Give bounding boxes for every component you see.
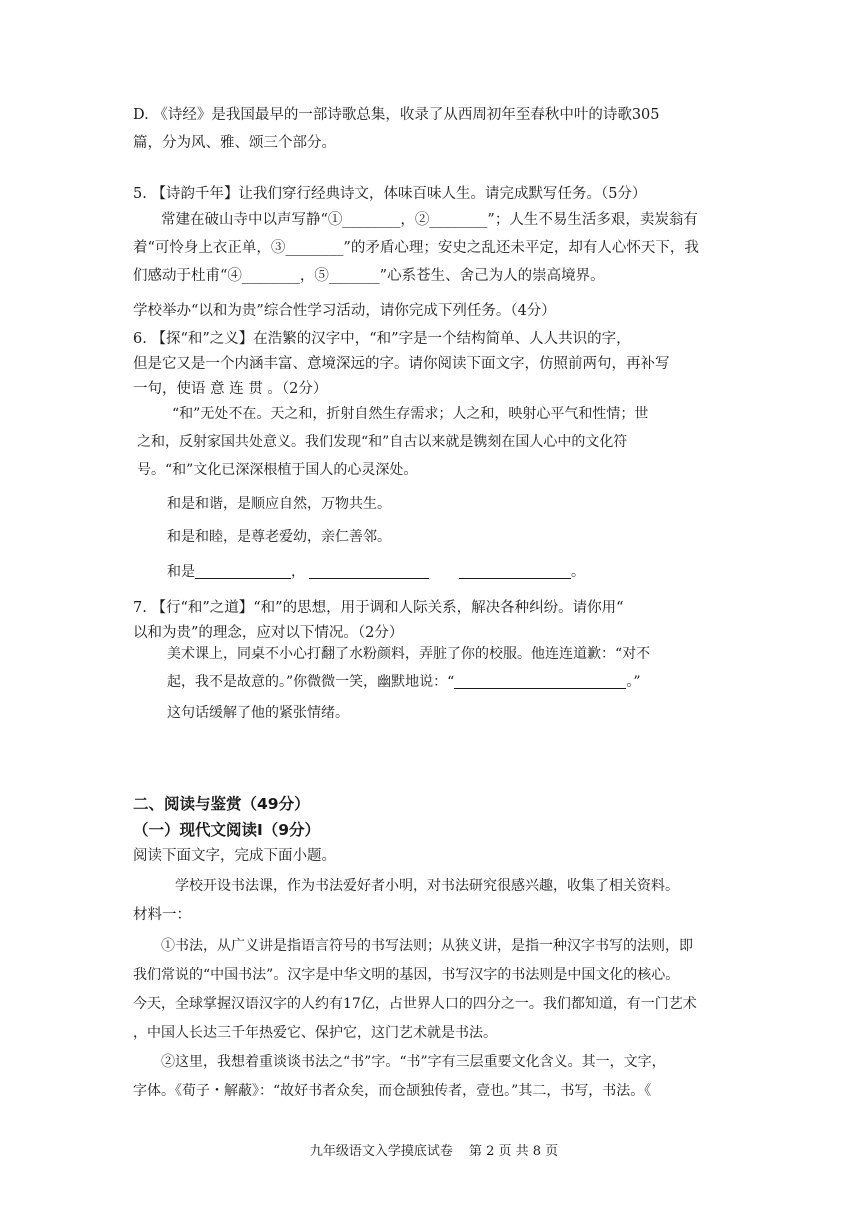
fill-in-sentence — [167, 562, 585, 582]
material-1-para-2-line-2: 字体。《荀子・解蔽》：“故好书者众矣，而仓颉独传者，壹也。”其二，书写，书法。《 — [133, 1083, 652, 1099]
passage-he-line-3: 号。“和”文化已深深根植于国人的心灵深处。 — [137, 462, 418, 478]
subsection-heading: （一）现代文阅读Ⅰ（9分） — [133, 821, 321, 839]
answer-blank-3[interactable] — [459, 564, 571, 579]
fill-in-comma: ， — [291, 564, 305, 580]
material-1-para-2-line-1: ②这里，我想着重谈谈书法之“书”字。“书”字有三层重要文化含义。其一，文字， — [161, 1054, 666, 1070]
material-1-para-1-line-2: 我们常说的“中国书法”。汉字是中华文明的基因，书写汉字的书法则是中国文化的核心。 — [133, 967, 680, 983]
reading-intro: 学校开设书法课，作为书法爱好者小明，对书法研究很感兴趣，收集了相关资料。 — [175, 878, 679, 894]
answer-blank-4[interactable] — [454, 674, 626, 689]
question-7-scenario-3: 这句话缓解了他的紧张情绪。 — [167, 705, 349, 721]
example-sentence-1: 和是和谐，是顺应自然，万物共生。 — [167, 496, 391, 512]
question-7-line-2: 以和为贵”的理念，应对以下情况。（2分） — [133, 625, 404, 641]
option-d-line-2: 篇，分为风、雅、颂三个部分。 — [133, 135, 336, 151]
material-1-para-1-line-3: 今天，全球掌握汉语汉字的人约有17亿，占世界人口的四分之一。我们都知道，有一门艺术 — [133, 996, 697, 1012]
question-7-scenario-2 — [167, 672, 641, 692]
question-5-title: 5. 【诗韵千年】让我们穿行经典诗文，体味百味人生。请完成默写任务。（5分） — [133, 186, 647, 202]
question-5-line-3: 们感动于杜甫“④________，⑤_______”心系苍生、舍己为人的崇高境界。 — [133, 268, 605, 284]
material-1-para-1-line-1: ①书法，从广义讲是指语言符号的书写法则；从狭义讲，是指一种汉字书写的法则，即 — [161, 938, 693, 954]
material-1-para-1-line-4: ，中国人长达三千年热爱它、保护它，这门艺术就是书法。 — [133, 1025, 497, 1041]
fill-in-period: 。 — [571, 564, 585, 580]
passage-he-line-1: “和”无处不在。天之和，折射自然生存需求；人之和，映射心平气和性情；世 — [172, 406, 649, 422]
scenario-text: 起，我不是故意的。”你微微一笑，幽默地说：“ — [167, 674, 455, 690]
option-d-line-1: D. 《诗经》是我国最早的一部诗歌总集，收录了从西周初年至春秋中叶的诗歌305 — [133, 107, 660, 123]
footer-page-number: 第 2 页 共 8 页 — [468, 1144, 559, 1159]
section-2-heading: 二、阅读与鉴赏（49分） — [133, 795, 310, 813]
question-6-line-2: 但是它又是一个内涵丰富、意境深远的字。请你阅读下面文字，仿照前两句，再补写 — [133, 356, 670, 372]
answer-blank-1[interactable] — [195, 564, 291, 579]
question-6-line-1: 6. 【探“和”之义】在浩繁的汉字中，“和”字是一个结构简单、人人共识的字， — [133, 331, 631, 347]
answer-blank-2[interactable] — [309, 564, 429, 579]
question-7-scenario-1: 美术课上，同桌不小心打翻了水粉颜料，弄脏了你的校服。他连连道歉：“对不 — [167, 646, 651, 662]
question-7-line-1: 7. 【行“和”之道】“和”的思想，用于调和人际关系，解决各种纠纷。请你用“ — [133, 600, 624, 616]
question-5-line-2: 着“可怜身上衣正单，③________”的矛盾心理；安史之乱还未平定，却有人心怀天下，我 — [133, 240, 699, 256]
fill-in-prefix: 和是 — [167, 564, 195, 580]
scenario-close: 。” — [626, 674, 641, 690]
activity-intro: 学校举办“以和为贵”综合性学习活动，请你完成下列任务。（4分） — [133, 303, 556, 319]
material-1-label: 材料一： — [133, 907, 191, 923]
passage-he-line-2: 之和，反射家国共处意义。我们发现“和”自古以来就是镌刻在国人心中的文化符 — [137, 434, 628, 450]
reading-instruction: 阅读下面文字，完成下面小题。 — [133, 848, 336, 864]
example-sentence-2: 和是和睦，是尊老爱幼，亲仁善邻。 — [167, 529, 391, 545]
question-6-line-3: 一句，使语 意 连 贯 。（2分） — [133, 381, 328, 397]
question-5-line-1: 常建在破山寺中以声写静“①________，②________”；人生不易生活多艰，卖炭翁有 — [161, 212, 698, 228]
page-footer — [0, 1140, 868, 1159]
footer-exam-title: 九年级语文入学摸底试卷 — [309, 1144, 453, 1159]
